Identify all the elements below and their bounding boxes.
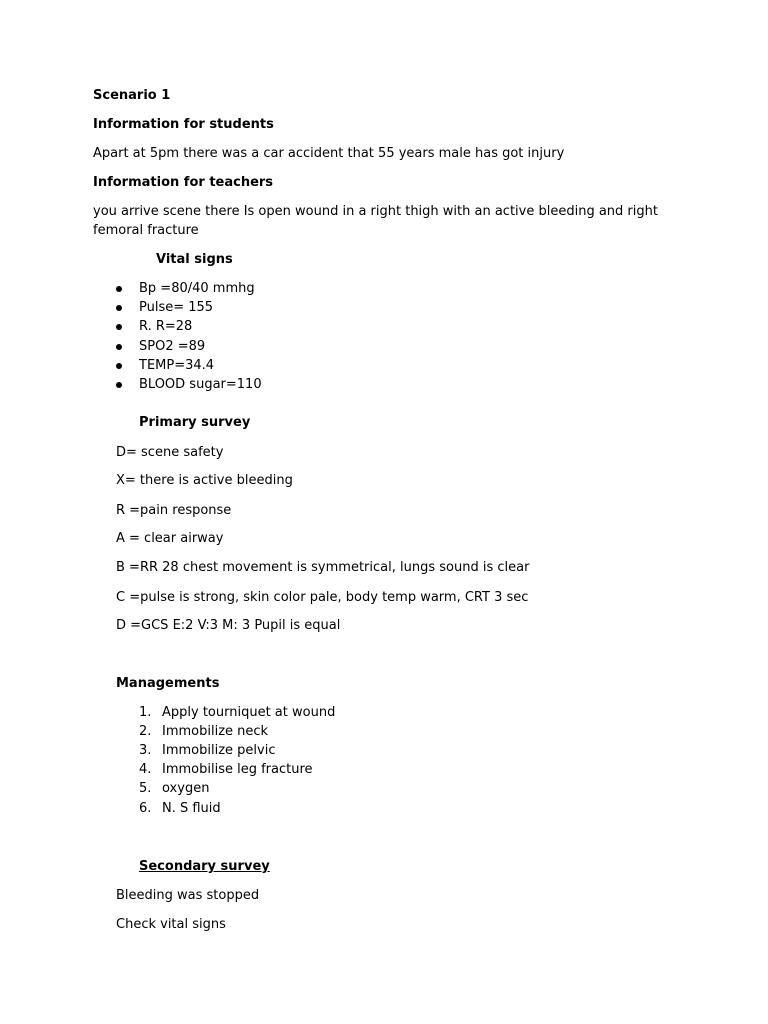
list-item: B =RR 28 chest movement is symmetrical, lungs sound is clear	[116, 560, 530, 575]
bullet-icon	[116, 382, 122, 388]
bullet-icon	[116, 324, 122, 330]
list-number: 6.	[139, 801, 152, 816]
list-number: 5.	[139, 781, 152, 796]
list-item: N. S fluid	[162, 801, 221, 816]
primary-survey-heading: Primary survey	[139, 415, 251, 430]
list-item: R. R=28	[139, 319, 193, 334]
list-item: X= there is active bleeding	[116, 473, 293, 488]
list-item: R =pain response	[116, 503, 232, 518]
list-number: 1.	[139, 705, 152, 720]
list-item: C =pulse is strong, skin color pale, body temp warm, CRT 3 sec	[116, 590, 529, 605]
list-number: 4.	[139, 762, 152, 777]
secondary-survey-heading: Secondary survey	[139, 859, 270, 874]
list-item: BLOOD sugar=110	[139, 377, 262, 392]
list-item: Immobilise leg fracture	[162, 762, 313, 777]
list-item: Apply tourniquet at wound	[162, 705, 336, 720]
students-heading: Information for students	[93, 117, 274, 132]
teachers-text-line-2: femoral fracture	[93, 223, 199, 238]
students-text: Apart at 5pm there was a car accident that 55 years male has got injury	[93, 146, 565, 161]
vital-signs-heading: Vital signs	[156, 252, 233, 267]
list-item: Bleeding was stopped	[116, 888, 260, 903]
teachers-text-line-1: you arrive scene there Is open wound in a right thigh with an active bleeding and right	[93, 204, 658, 219]
list-item: Immobilize neck	[162, 724, 269, 739]
bullet-icon	[116, 305, 122, 311]
list-item: Check vital signs	[116, 917, 226, 932]
bullet-icon	[116, 363, 122, 369]
list-item: Bp =80/40 mmhg	[139, 281, 255, 296]
list-item: SPO2 =89	[139, 339, 206, 354]
list-number: 2.	[139, 724, 152, 739]
list-item: oxygen	[162, 781, 210, 796]
bullet-icon	[116, 344, 122, 350]
list-item: TEMP=34.4	[139, 358, 215, 373]
bullet-icon	[116, 286, 122, 292]
list-item: Immobilize pelvic	[162, 743, 276, 758]
list-item: A = clear airway	[116, 531, 224, 546]
managements-heading: Managements	[116, 676, 220, 691]
list-item: D= scene safety	[116, 445, 224, 460]
list-number: 3.	[139, 743, 152, 758]
scenario-title: Scenario 1	[93, 88, 171, 103]
list-item: Pulse= 155	[139, 300, 214, 315]
teachers-heading: Information for teachers	[93, 175, 274, 190]
list-item: D =GCS E:2 V:3 M: 3 Pupil is equal	[116, 618, 341, 633]
